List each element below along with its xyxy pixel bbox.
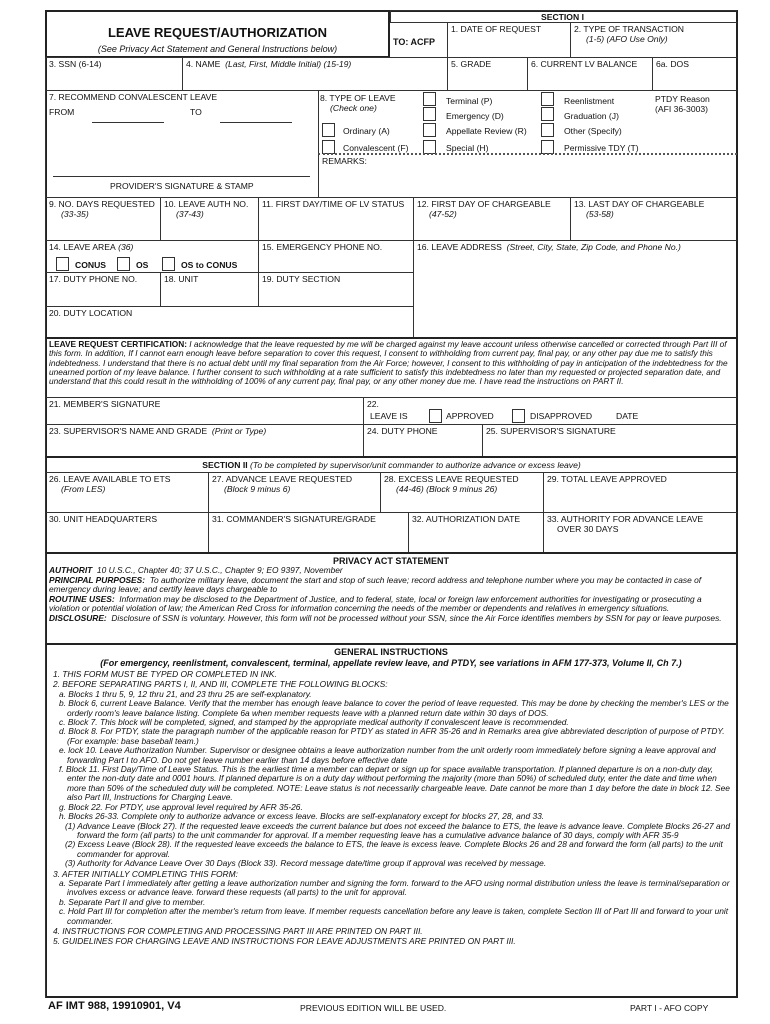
ordinary-checkbox[interactable] <box>322 123 335 137</box>
instructions-title: GENERAL INSTRUCTIONS <box>334 647 448 657</box>
os-to-conus-label: OS to CONUS <box>181 260 238 270</box>
label: 2. TYPE OF TRANSACTION <box>574 24 684 34</box>
date-of-request-field[interactable] <box>447 22 570 58</box>
privacy-text <box>45 566 737 624</box>
member-signature-field[interactable] <box>45 397 363 424</box>
date-label: DATE <box>616 411 639 421</box>
label: 15. EMERGENCY PHONE NO. <box>262 242 383 252</box>
sublabel: (Street, City, State, Zip Code, and Phone No.) <box>506 242 681 252</box>
sublabel: (33-35) <box>61 209 89 219</box>
instruction-item: g. Block 22. For PTDY, use approval level required by AFR 35-26. <box>59 801 303 812</box>
principal-purposes-text: To authorize military leave, document the start and stop of such leave; record address and telephone number where you may be contacted in case of emergency during leave; and certify leave days chargeable to <box>49 574 702 595</box>
reenlistment-checkbox[interactable] <box>541 92 554 106</box>
special-checkbox[interactable] <box>423 140 436 154</box>
total-leave-approved-field[interactable] <box>543 472 737 512</box>
label: 9. NO. DAYS REQUESTED <box>49 199 155 209</box>
unit-headquarters-field[interactable] <box>45 512 208 552</box>
certification-body: I acknowledge that the leave requested by me will be charged against my leave account unless otherwise cancelled or corrected through Part III of this form. In addition, If I cannot earn enough leave before separation to cover this request, I consent to withholding from current pay, final pay, or any other pay due me to satisfy this indebtedness. I understand that there is no actual debt until my final separation from the Air Force; however, I consent to this withholding of pay in anticipation of the indebtedness for the unearned portion of my leave balance. I further consent to such withholding at a rate sufficient to satisfy this indebtedness no later than my requested or projected separation date, and understand that this could result in the withholding of 100% of any current pay, final pay, or any other money due me. I have read the instructions on PART II. <box>49 339 728 387</box>
label: 18. UNIT <box>164 274 199 284</box>
ssn-field[interactable] <box>45 57 182 90</box>
appellate-review-checkbox[interactable] <box>423 123 436 137</box>
commander-signature-field[interactable] <box>208 512 408 552</box>
os-checkbox[interactable] <box>117 257 130 271</box>
to-date-line[interactable] <box>220 122 292 123</box>
type-of-leave-label: 8. TYPE OF LEAVE <box>320 93 396 103</box>
supervisor-name-field[interactable] <box>45 424 363 456</box>
sublabel: (Print or Type) <box>211 426 267 436</box>
certification-text <box>45 340 737 386</box>
label: 30. UNIT HEADQUARTERS <box>49 514 158 524</box>
instruction-item: (3) Authority for Advance Leave Over 30 Days (Block 33). Record message date/time group if approval was received by message. <box>65 858 547 869</box>
label: 6. CURRENT LV BALANCE <box>531 59 638 69</box>
graduation-label: Graduation (J) <box>564 111 619 121</box>
days-requested-field[interactable] <box>45 197 160 240</box>
provider-signature-label: PROVIDER'S SIGNATURE & STAMP <box>110 181 254 191</box>
instruction-item: c. Hold Part III for completion after the member's return from leave. If member requests cancellation before any leave is taken, complete Section III of Part III and forward to your unit commander. <box>59 906 729 926</box>
sublabel: (Block 9 minus 6) <box>224 484 291 494</box>
conus-label: CONUS <box>75 260 107 270</box>
form-subtitle: (See Privacy Act Statement and General Instructions below) <box>97 44 338 54</box>
ptdy-reason-label: PTDY Reason <box>655 94 710 104</box>
instruction-item: 2. BEFORE SEPARATING PARTS I, II, AND III, COMPLETE THE FOLLOWING BLOCKS: <box>53 679 388 690</box>
section-2-title: SECTION II <box>202 460 248 470</box>
permissive-tdy-checkbox[interactable] <box>541 140 554 154</box>
special-label: Special (H) <box>446 143 489 153</box>
label: 33. AUTHORITY FOR ADVANCE LEAVE <box>547 514 704 524</box>
supervisor-signature-field[interactable] <box>482 424 737 456</box>
label: 31. COMMANDER'S SIGNATURE/GRADE <box>212 514 376 524</box>
instruction-item: 5. GUIDELINES FOR CHARGING LEAVE AND INSTRUCTIONS FOR LEAVE ADJUSTMENTS ARE PRINTED ON PART III. <box>53 936 516 947</box>
sublabel: (From LES) <box>61 484 106 494</box>
label: 24. DUTY PHONE <box>367 426 438 436</box>
routine-uses-text: Information may be disclosed to the Department of Justice, and to federal, state, local or foreign law enforcement authorities for investigating or prosecuting a violation or potential violation of law; the American Red Cross for information concerning the needs of the member or dependents and relatives in emergency situations. <box>49 593 702 614</box>
certification-title: LEAVE REQUEST CERTIFICATION: <box>49 339 187 349</box>
from-date-line[interactable] <box>92 122 164 123</box>
instruction-item: a. Blocks 1 thru 5, 9, 12 thru 21, and 23 thru 25 are self-explanatory. <box>59 688 312 699</box>
label: 14. LEAVE AREA <box>49 242 116 252</box>
sublabel: (1-5) (AFO Use Only) <box>586 34 668 44</box>
label: 29. TOTAL LEAVE APPROVED <box>547 474 667 484</box>
label: 19. DUTY SECTION <box>262 274 341 284</box>
duty-location-field[interactable] <box>45 306 413 337</box>
sublabel: (37-43) <box>176 209 204 219</box>
ptdy-afi-label: (AFI 36-3003) <box>655 104 709 114</box>
leave-auth-no-field[interactable] <box>160 197 258 240</box>
from-label: FROM <box>49 107 75 117</box>
instruction-item: c. Block 7. This block will be completed, signed, and stamped by the appropriate medical authority if convalescent leave is recommended. <box>59 717 569 728</box>
unit-field[interactable] <box>160 272 258 306</box>
instruction-item: e. lock 10. Leave Authorization Number. Supervisor or designee obtains a leave authorization number from the unit orderly room immediately before signing a leave approval and forwarding Part I to AFO. Do not get leave number earlier than 14 days before effective date <box>59 745 716 765</box>
leave-address-field[interactable] <box>413 240 737 337</box>
label: 4. NAME <box>186 59 221 69</box>
label: 26. LEAVE AVAILABLE TO ETS <box>49 474 171 484</box>
instruction-item: 3. AFTER INITIALLY COMPLETING THIS FORM: <box>53 868 238 879</box>
instruction-item: a. Separate Part I immediately after getting a leave authorization number and signing the form. forward to the AFO using normal distribution unless the leave is terminal/separation or involves excess or advance leave. forward these requests (all parts) to the unit for approval. <box>59 877 730 898</box>
label: 3. SSN (6-14) <box>49 59 102 69</box>
label: 6a. DOS <box>656 59 689 69</box>
terminal-label: Terminal (P) <box>446 96 493 106</box>
authorization-date-field[interactable] <box>408 512 543 552</box>
label: 13. LAST DAY OF CHARGEABLE <box>574 199 705 209</box>
convalescent-checkbox[interactable] <box>322 140 335 154</box>
other-checkbox[interactable] <box>541 123 554 137</box>
instruction-item: 4. INSTRUCTIONS FOR COMPLETING AND PROCESSING PART III ARE PRINTED ON PART III. <box>53 925 423 936</box>
emergency-label: Emergency (D) <box>446 111 504 121</box>
form-number: AF IMT 988, 19910901, V4 <box>48 1000 181 1012</box>
terminal-checkbox[interactable] <box>423 92 436 106</box>
label: 28. EXCESS LEAVE REQUESTED <box>384 474 519 484</box>
privacy-title: PRIVACY ACT STATEMENT <box>332 556 449 566</box>
routine-uses-label: ROUTINE USES: <box>49 593 115 604</box>
conus-checkbox[interactable] <box>56 257 69 271</box>
label-line-2: OVER 30 DAYS <box>557 524 619 534</box>
label: 12. FIRST DAY OF CHARGEABLE <box>417 199 551 209</box>
label: 10. LEAVE AUTH NO. <box>164 199 249 209</box>
check-one-label: (Check one) <box>330 103 377 113</box>
section-1-header: SECTION I <box>390 10 737 22</box>
label: 25. SUPERVISOR'S SIGNATURE <box>486 426 616 436</box>
instruction-item: f. Block 11. First Day/Time of Leave Status. This is the earliest time a member can depart or sign up for space available transportation. If planned departure is on a non-duty day, enter the non-duty date and 0001 hours. If planned departure is on a duty day without performing the majority (more than 50%) of scheduled duty, enter the date and time when more than 50% of the scheduled duty will be completed. NOTE: Leave status is not necessarily chargeable leave. Date cannot be more than 1 day before the date in block 12. See also Part III, Instructions for Charging Leave. <box>59 764 730 803</box>
advance-leave-field[interactable] <box>208 472 380 512</box>
label: 11. FIRST DAY/TIME OF LV STATUS <box>262 199 405 209</box>
disclosure-label: DISCLOSURE: <box>49 612 107 623</box>
label: 21. MEMBER'S SIGNATURE <box>49 399 161 409</box>
current-lv-balance-field[interactable] <box>527 57 652 90</box>
name-field[interactable] <box>182 57 447 90</box>
appellate-review-label: Appellate Review (R) <box>446 126 527 136</box>
supervisor-duty-phone-field[interactable] <box>363 424 482 456</box>
sublabel: (47-52) <box>429 209 457 219</box>
instruction-item: (1) Advance Leave (Block 27). If the requested leave exceeds the current balance but does not exceed the balance to ETS, the leave is advance leave. Complete Blocks 26-27 and forward the form (all parts) to the unit commander for approval. If a member requesting leave has a cumulative advance balance of 30 days, comply with AFR 35-9 <box>65 820 730 840</box>
sublabel: (53-58) <box>586 209 614 219</box>
title-box <box>45 10 390 58</box>
disclosure-text: Disclosure of SSN is voluntary. However, this form will not be processed without your SSN, since the Air Force identifies members by SSN for pay or leave purposes. <box>111 612 722 623</box>
instruction-item: h. Blocks 26-33. Complete only to authorize advance or excess leave. Blocks are self-explanatory except for blocks 27, 28, and 33. <box>59 811 545 822</box>
provider-signature-line[interactable] <box>53 176 310 177</box>
first-day-chargeable-field[interactable] <box>413 197 570 240</box>
graduation-checkbox[interactable] <box>541 107 554 121</box>
ordinary-label: Ordinary (A) <box>343 126 390 136</box>
to-acfp: TO: ACFP <box>390 22 447 58</box>
label: 20. DUTY LOCATION <box>49 308 133 318</box>
to-label: TO <box>190 107 202 117</box>
type-of-transaction-field[interactable] <box>570 22 737 58</box>
leave-available-ets-field[interactable] <box>45 472 208 512</box>
section-2-subtitle: (To be completed by supervisor/unit commander to authorize advance or excess leave) <box>250 460 581 470</box>
principal-purposes-label: PRINCIPAL PURPOSES: <box>49 574 146 585</box>
emergency-checkbox[interactable] <box>423 107 436 121</box>
label: 32. AUTHORIZATION DATE <box>412 514 521 524</box>
label: 17. DUTY PHONE NO. <box>49 274 138 284</box>
os-label: OS <box>136 260 149 270</box>
form-title: LEAVE REQUEST/AUTHORIZATION <box>107 25 328 40</box>
label: REMARKS: <box>322 156 367 166</box>
instructions-subtitle: (For emergency, reenlistment, convalescent, terminal, appellate review leave, and PTDY, see variations in AFM 177-373, Volume II, Ch 7.) <box>100 658 682 668</box>
authority-label: AUTHORIT <box>49 565 93 575</box>
leave-is-label: LEAVE IS <box>370 411 408 421</box>
convalescent-label: Convalescent (F) <box>343 143 409 153</box>
label: 22. <box>367 399 379 409</box>
section-2-header <box>45 456 737 472</box>
os-to-conus-checkbox[interactable] <box>162 257 175 271</box>
label: 7. RECOMMEND CONVALESCENT LEAVE <box>49 92 218 102</box>
disapproved-label: DISAPPROVED <box>530 411 593 421</box>
label: 23. SUPERVISOR'S NAME AND GRADE <box>49 426 208 436</box>
sublabel: (Last, First, Middle Initial) (15-19) <box>225 59 352 69</box>
reenlistment-label: Reenlistment <box>564 96 615 106</box>
instructions-list <box>45 670 737 947</box>
instruction-item: 1. THIS FORM MUST BE TYPED OR COMPLETED IN INK. <box>53 669 277 679</box>
instruction-item: (2) Excess Leave (Block 28). If the requested leave exceeds the balance to ETS, the leave is excess leave. Complete Blocks 26 and 28 and forward the form (all parts) to the unit commander for approval. <box>65 839 723 859</box>
label: 16. LEAVE ADDRESS <box>417 242 502 252</box>
instruction-item: d. Block 8. For PTDY, state the paragraph number of the applicable reason for PTDY as stated in AFR 35-26 and in Remarks area give abbreviated description of purpose of PTDY. (For example: base baseball team.) <box>59 726 725 746</box>
part-label: PART I - AFO COPY <box>630 1003 709 1013</box>
duty-phone-field[interactable] <box>45 272 160 306</box>
instruction-item: b. Separate Part II and give to member. <box>59 896 206 907</box>
instruction-item: b. Block 6, current Leave Balance. Verify that the member has enough leave balance to cover the period of leave requested. This may be done by checking the member's LES or the orderly room's leave balance listing. Complete 6a when member requests leave with a planned return date within 30 days of DOS. <box>59 698 729 718</box>
label: 5. GRADE <box>451 59 492 69</box>
last-day-chargeable-field[interactable] <box>570 197 737 240</box>
advance-leave-authority-field[interactable] <box>543 512 737 552</box>
approved-checkbox[interactable] <box>429 409 442 423</box>
excess-leave-field[interactable] <box>380 472 543 512</box>
sublabel: (36) <box>118 242 134 252</box>
authority-text: 10 U.S.C., Chapter 40; 37 U.S.C., Chapter 9; EO 9397, November <box>96 565 343 575</box>
label: 1. DATE OF REQUEST <box>451 24 542 34</box>
first-day-lv-status-field[interactable] <box>258 197 413 240</box>
emergency-phone-field[interactable] <box>258 240 413 272</box>
sublabel: (44-46) (Block 9 minus 26) <box>396 484 498 494</box>
approved-label: APPROVED <box>446 411 494 421</box>
grade-field[interactable] <box>447 57 527 90</box>
disapproved-checkbox[interactable] <box>512 409 525 423</box>
other-label: Other (Specify) <box>564 126 622 136</box>
remarks-field[interactable] <box>318 153 737 197</box>
previous-edition-note: PREVIOUS EDITION WILL BE USED. <box>300 1003 447 1013</box>
dos-field[interactable] <box>652 57 737 90</box>
label: 27. ADVANCE LEAVE REQUESTED <box>212 474 353 484</box>
permissive-tdy-label: Permissive TDY (T) <box>564 143 639 153</box>
duty-section-field[interactable] <box>258 272 413 306</box>
